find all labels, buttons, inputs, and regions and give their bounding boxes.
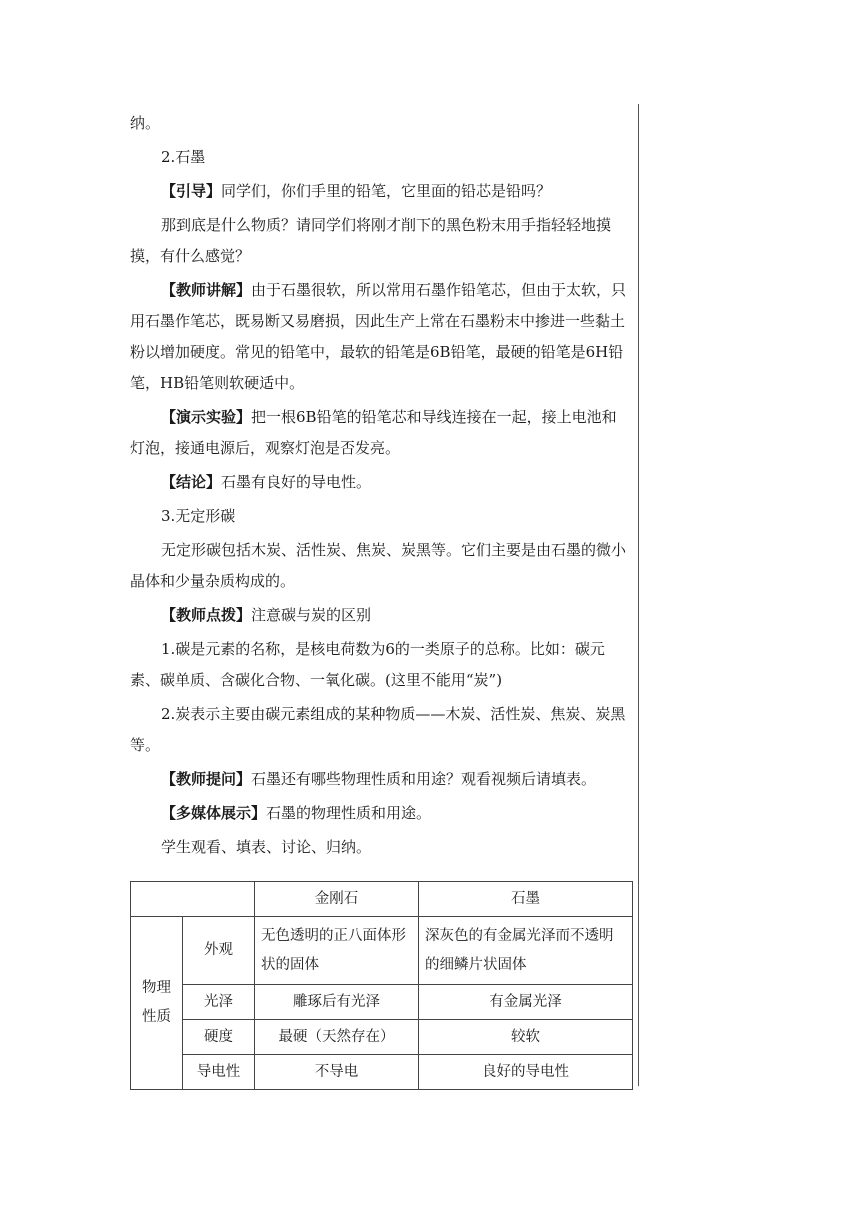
paragraph (130, 467, 630, 498)
paragraph (130, 798, 630, 829)
graphite-value: 较软 (419, 1020, 633, 1055)
paragraph-text: 3.无定形碳 (161, 507, 236, 525)
paragraph (130, 402, 630, 464)
paragraph-text: 那到底是什么物质？请同学们将刚才削下的黑色粉末用手指轻轻地摸摸，有什么感觉？ (130, 216, 612, 265)
paragraph-tag: 【多媒体展示】 (161, 804, 267, 822)
graphite-value: 有金属光泽 (419, 985, 633, 1020)
paragraph (130, 108, 630, 139)
paragraph-tag: 【教师讲解】 (161, 281, 252, 299)
paragraph-text: 同学们，你们手里的铅笔，它里面的铅芯是铅吗？ (221, 182, 552, 200)
graphite-value: 深灰色的有金属光泽而不透明的细鳞片状固体 (419, 917, 633, 985)
property-name: 导电性 (183, 1055, 255, 1090)
property-name: 硬度 (183, 1020, 255, 1055)
paragraph-tag: 【结论】 (161, 473, 222, 491)
text-body (130, 108, 630, 866)
paragraph (130, 634, 630, 696)
paragraph (130, 275, 630, 399)
diamond-value: 无色透明的正八面体形状的固体 (255, 917, 419, 985)
table-row (131, 1020, 633, 1055)
table-header-graphite: 石墨 (419, 882, 633, 917)
paragraph-text: 2.石墨 (161, 148, 206, 166)
property-name: 光泽 (183, 985, 255, 1020)
table-row (131, 985, 633, 1020)
paragraph (130, 535, 630, 597)
paragraph-text: 学生观看、填表、讨论、归纳。 (161, 838, 372, 856)
table-row (131, 917, 633, 985)
properties-table (130, 881, 633, 1090)
group-label (131, 917, 183, 1090)
table-row (131, 1055, 633, 1090)
paragraph (130, 832, 630, 863)
paragraph (130, 142, 630, 173)
diamond-value: 不导电 (255, 1055, 419, 1090)
property-name: 外观 (183, 917, 255, 985)
margin-line (638, 104, 639, 1086)
table-header-blank (131, 882, 255, 917)
paragraph-text: 把一根6B铅笔的铅笔芯和导线连接在一起，接上电池和灯泡，接通电源后，观察灯泡是否发亮。 (130, 408, 617, 457)
table-header-row (131, 882, 633, 917)
paragraph-text: 石墨有良好的导电性。 (221, 473, 372, 491)
paragraph (130, 600, 630, 631)
paragraph-tag: 【引导】 (161, 182, 222, 200)
paragraph-text: 纳。 (130, 114, 161, 132)
paragraph (130, 210, 630, 272)
paragraph-text: 2.炭表示主要由碳元素组成的某种物质——木炭、活性炭、焦炭、炭黑等。 (130, 705, 626, 754)
paragraph-tag: 【教师点拨】 (161, 606, 252, 624)
diamond-value: 最硬（天然存在） (255, 1020, 419, 1055)
paragraph-text: 1.碳是元素的名称，是核电荷数为6的一类原子的总称。比如：碳元素、碳单质、含碳化合物、一氧化碳。(这里不能用“炭”) (130, 640, 605, 689)
paragraph-tag: 【演示实验】 (161, 408, 252, 426)
graphite-value: 良好的导电性 (419, 1055, 633, 1090)
paragraph (130, 176, 630, 207)
group-label-text: 物理性质 (142, 980, 171, 1025)
paragraph-text: 注意碳与炭的区别 (251, 606, 372, 624)
paragraph-tag: 【教师提问】 (161, 770, 252, 788)
paragraph-text: 石墨还有哪些物理性质和用途？观看视频后请填表。 (251, 770, 597, 788)
paragraph-text: 无定形碳包括木炭、活性炭、焦炭、炭黑等。它们主要是由石墨的微小晶体和少量杂质构成的。 (130, 541, 627, 590)
table-header-diamond: 金刚石 (255, 882, 419, 917)
paragraph (130, 764, 630, 795)
paragraph (130, 699, 630, 761)
paragraph (130, 501, 630, 532)
paragraph-text: 由于石墨很软，所以常用石墨作铅笔芯，但由于太软，只用石墨作笔芯，既易断又易磨损，因此生产上常在石墨粉末中掺进一些黏土粉以增加硬度。常见的铅笔中，最软的铅笔是6B铅笔，最硬的铅笔是6H铅笔，HB铅笔则软硬适中。 (130, 281, 627, 392)
diamond-value: 雕琢后有光泽 (255, 985, 419, 1020)
paragraph-text: 石墨的物理性质和用途。 (266, 804, 432, 822)
